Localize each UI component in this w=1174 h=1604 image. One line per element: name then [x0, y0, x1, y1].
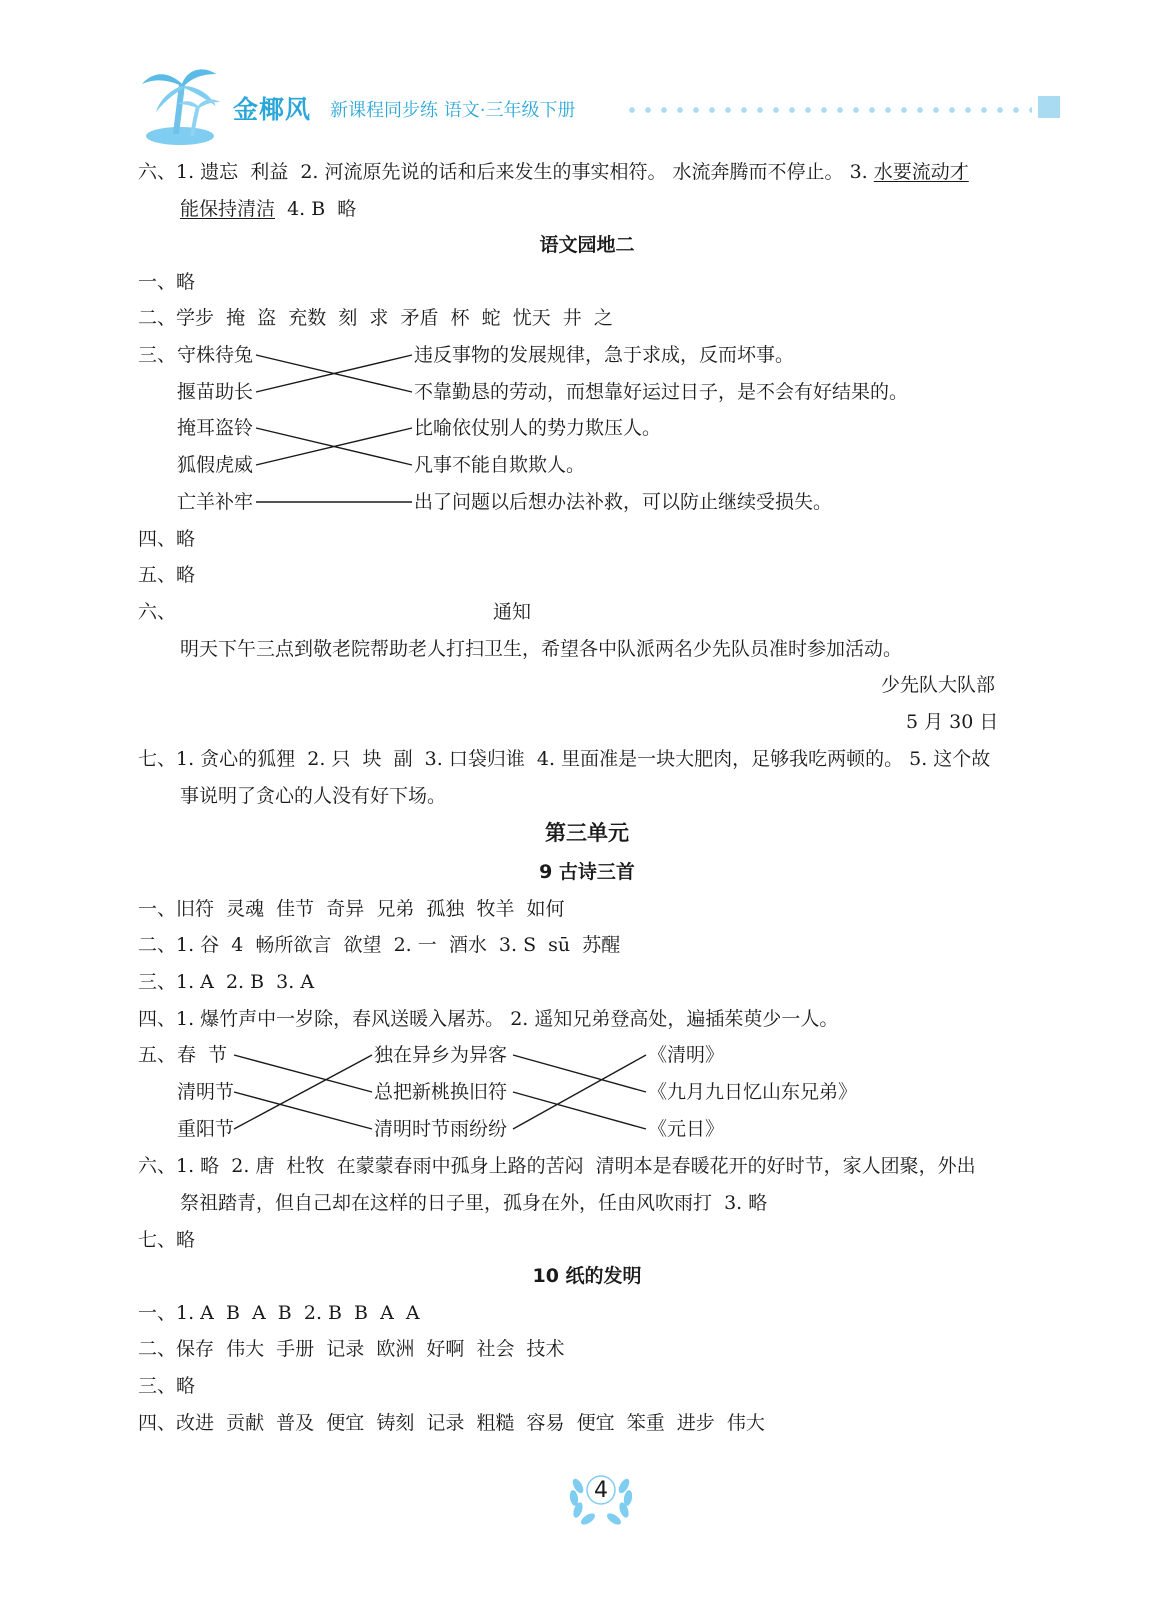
- match-line: [256, 355, 412, 392]
- lesson-title: 10 纸的发明: [532, 1265, 642, 1287]
- match-line: [234, 1055, 372, 1129]
- question-number: 三、: [138, 344, 177, 366]
- answer-line: 二、学步 掩 盗 充数 刻 求 矛盾 杯 蛇 忧天 井 之: [138, 307, 613, 329]
- answer-line: 二、1. 谷 4 畅所欲言 欲望 2. 一 酒水 3. S sū 苏醒: [138, 934, 621, 956]
- answer-line: 七、1. 贪心的狐狸 2. 只 块 副 3. 口袋归谁 4. 里面准是一块大肥肉，足够我吃两顿的。 5. 这个故: [138, 748, 991, 770]
- idiom-item: 掩耳盗铃: [177, 417, 254, 439]
- answer-line: 事说明了贪心的人没有好下场。: [180, 785, 447, 807]
- answer-line: 四、1. 爆竹声中一岁除，春风送暖入屠苏。 2. 遥知兄弟登高处，遍插茱萸少一人。: [138, 1008, 839, 1030]
- festival-item: 清明节: [177, 1081, 235, 1103]
- page-number: 4: [594, 1478, 608, 1503]
- answer-line: 祭祖踏青，但自己却在这样的日子里，孤身在外，任由风吹雨打 3. 略: [180, 1192, 768, 1214]
- answer-line: 三、略: [138, 1375, 196, 1397]
- answer-line: 六、1. 略 2. 唐 杜牧 在蒙蒙春雨中孤身上路的苦闷 清明本是春暖花开的好时节，家人团聚，外出: [138, 1155, 976, 1177]
- poem-item: 《九月九日忆山东兄弟》: [648, 1081, 858, 1103]
- answer-text: 4. B 略: [275, 198, 357, 220]
- meaning-item: 违反事物的发展规律，急于求成，反而坏事。: [414, 344, 795, 366]
- unit-title: 第三单元: [545, 821, 629, 845]
- match-line: [256, 428, 412, 465]
- meaning-item: 不靠勤恳的劳动，而想靠好运过日子，是不会有好结果的。: [414, 381, 909, 403]
- underlined-answer: 水要流动才: [873, 161, 969, 183]
- notice-body: 明天下午三点到敬老院帮助老人打扫卫生，希望各中队派两名少先队员准时参加活动。: [180, 638, 903, 660]
- answer-line: [180, 197, 356, 221]
- answer-line: 三、1. A 2. B 3. A: [138, 971, 315, 993]
- meaning-item: 出了问题以后想办法补救，可以防止继续受损失。: [414, 491, 833, 513]
- poem-item: 《元日》: [648, 1118, 725, 1140]
- answer-line: [138, 160, 969, 184]
- verse-item: 清明时节雨纷纷: [374, 1118, 508, 1140]
- festival-item: 春 节: [177, 1044, 228, 1066]
- answer-line: 一、旧符 灵魂 佳节 奇异 兄弟 孤独 牧羊 如何: [138, 898, 565, 920]
- answer-line: 一、略: [138, 271, 196, 293]
- idiom-item: 揠苗助长: [177, 381, 254, 403]
- match-line: [234, 1092, 372, 1129]
- book-subtitle: 新课程同步练 语文·三年级下册: [330, 100, 576, 121]
- notice-date: 5 月 30 日: [906, 711, 999, 733]
- idiom-item: 亡羊补牢: [177, 491, 254, 513]
- answer-text: 六、1. 遗忘 利益 2. 河流原先说的话和后来发生的事实相符。 水流奔腾而不停止。 3.: [138, 161, 874, 183]
- question-number: 五、: [138, 1044, 177, 1066]
- answer-line: 四、略: [138, 528, 196, 550]
- answer-line: 二、保存 伟大 手册 记录 欧洲 好啊 社会 技术: [138, 1338, 565, 1360]
- answer-line: 七、略: [138, 1229, 196, 1251]
- match-line: [234, 1055, 372, 1092]
- idiom-item: 守株待兔: [177, 344, 254, 366]
- underlined-answer: 能保持清洁: [180, 198, 276, 220]
- verse-item: 总把新桃换旧符: [374, 1081, 508, 1103]
- notice-title: 通知: [493, 601, 532, 623]
- match-line: [256, 355, 412, 392]
- question-number: 六、: [138, 601, 177, 623]
- meaning-item: 凡事不能自欺欺人。: [414, 454, 586, 476]
- match-line: [513, 1092, 646, 1129]
- answer-line: 一、1. A B A B 2. B B A A: [138, 1302, 420, 1324]
- idiom-item: 狐假虎威: [177, 454, 254, 476]
- notice-signature: 少先队大队部: [881, 674, 996, 696]
- section-title: 语文园地二: [539, 234, 635, 256]
- answer-line: 四、改进 贡献 普及 便宜 铸刻 记录 粗糙 容易 便宜 笨重 进步 伟大: [138, 1412, 765, 1434]
- festival-item: 重阳节: [177, 1118, 235, 1140]
- brand-name: 金椰风: [233, 95, 312, 124]
- poem-item: 《清明》: [648, 1044, 725, 1066]
- lesson-title: 9 古诗三首: [539, 861, 635, 883]
- match-line: [513, 1055, 646, 1092]
- match-line: [513, 1055, 646, 1129]
- verse-item: 独在异乡为异客: [374, 1044, 508, 1066]
- meaning-item: 比喻依仗别人的势力欺压人。: [414, 417, 662, 439]
- answer-line: 五、略: [138, 564, 196, 586]
- match-line: [256, 428, 412, 465]
